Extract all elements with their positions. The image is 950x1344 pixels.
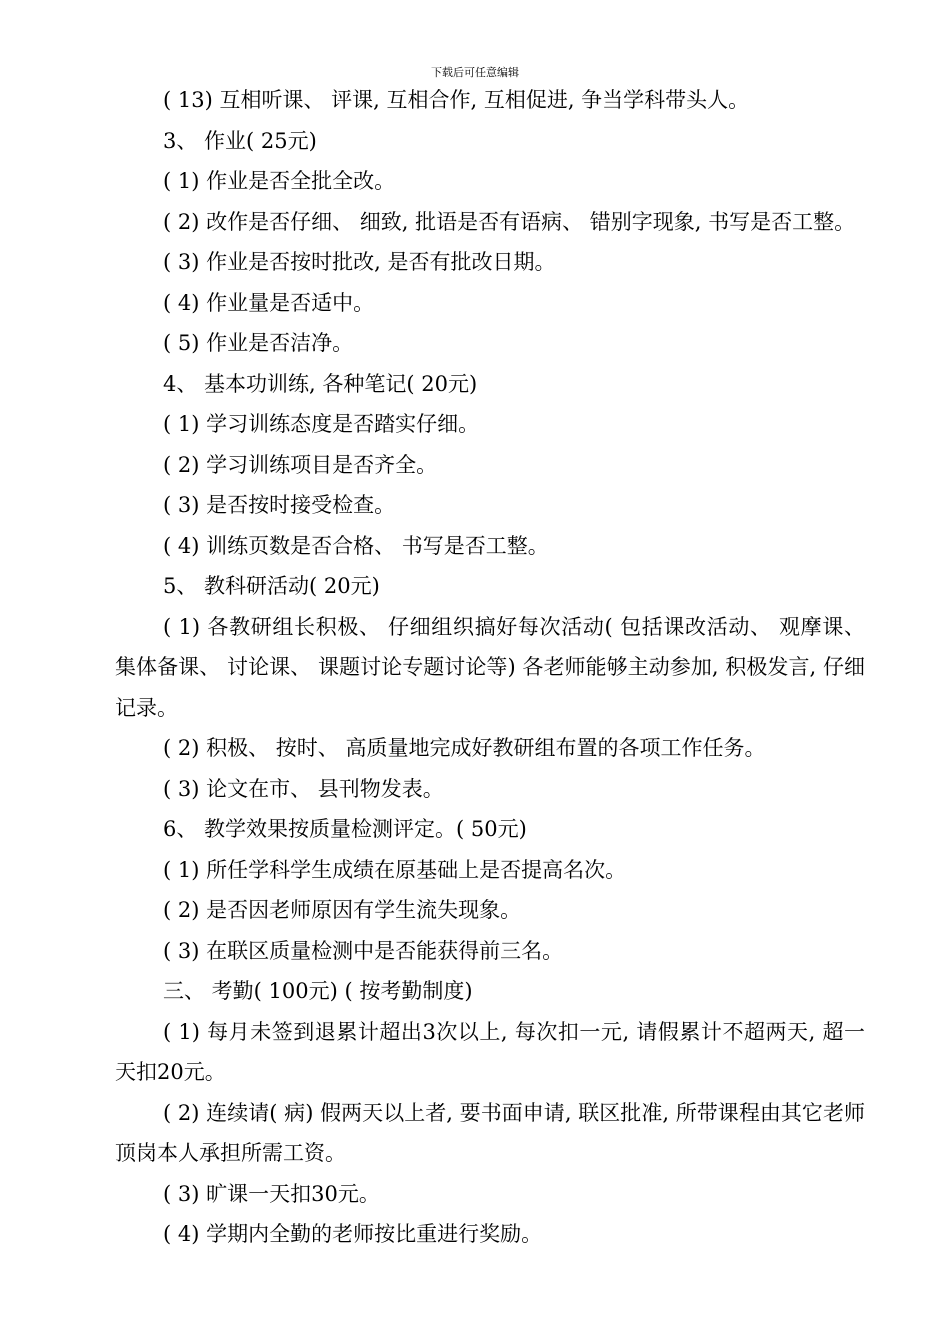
heading-homework: 3、 作业( 25元): [163, 128, 317, 153]
paragraph-attendance-4: ( 4) 学期内全勤的老师按比重进行奖励。: [163, 1222, 543, 1246]
paragraph-results-2: ( 2) 是否因老师原因有学生流失现象。: [163, 898, 522, 922]
paragraph-attendance-3: ( 3) 旷课一天扣30元。: [163, 1181, 380, 1206]
document-body: [115, 80, 865, 1255]
paragraph-homework-2: ( 2) 改作是否仔细、 细致, 批语是否有语病、 错别字现象, 书写是否工整。: [163, 209, 856, 234]
paragraph-homework-1: ( 1) 作业是否全批全改。: [163, 169, 396, 193]
paragraph-attendance-2: ( 2) 连续请( 病) 假两天以上者, 要书面申请, 联区批准, 所带课程由其它老师顶岗本人承担所需工资。: [115, 1100, 865, 1165]
paragraph-skills-3: ( 3) 是否按时接受检查。: [163, 493, 396, 517]
heading-teaching-results: 6、 教学效果按质量检测评定。( 50元): [163, 817, 527, 841]
paragraph-research-3: ( 3) 论文在市、 县刊物发表。: [163, 776, 444, 801]
paragraph-homework-3: ( 3) 作业是否按时批改, 是否有批改日期。: [163, 250, 556, 274]
paragraph-results-3: ( 3) 在联区质量检测中是否能获得前三名。: [163, 938, 564, 963]
paragraph-homework-4: ( 4) 作业量是否适中。: [163, 290, 375, 315]
page-header: 下载后可任意编辑: [431, 66, 519, 79]
paragraph-skills-2: ( 2) 学习训练项目是否齐全。: [163, 452, 438, 477]
paragraph-item-13: ( 13) 互相听课、 评课, 互相合作, 互相促进, 争当学科带头人。: [163, 88, 750, 112]
paragraph-attendance-1: ( 1) 每月未签到退累计超出3次以上, 每次扣一元, 请假累计不超两天, 超一天扣20元。: [115, 1019, 865, 1084]
paragraph-research-2: ( 2) 积极、 按时、 高质量地完成好教研组布置的各项工作任务。: [163, 736, 766, 760]
heading-attendance: 三、 考勤( 100元) ( 按考勤制度): [163, 979, 473, 1003]
heading-research: 5、 教科研活动( 20元): [163, 574, 380, 598]
paragraph-research-1: ( 1) 各教研组长积极、 仔细组织搞好每次活动( 包括课改活动、 观摩课、 集体备课、 讨论课、 课题讨论专题讨论等) 各老师能够主动参加, 积极发言, 仔细记录。: [115, 614, 865, 720]
paragraph-results-1: ( 1) 所任学科学生成绩在原基础上是否提高名次。: [163, 857, 627, 882]
paragraph-homework-5: ( 5) 作业是否洁净。: [163, 331, 354, 355]
paragraph-skills-4: ( 4) 训练页数是否合格、 书写是否工整。: [163, 533, 549, 558]
paragraph-skills-1: ( 1) 学习训练态度是否踏实仔细。: [163, 412, 480, 436]
heading-basic-skills: 4、 基本功训练, 各种笔记( 20元): [163, 371, 478, 396]
